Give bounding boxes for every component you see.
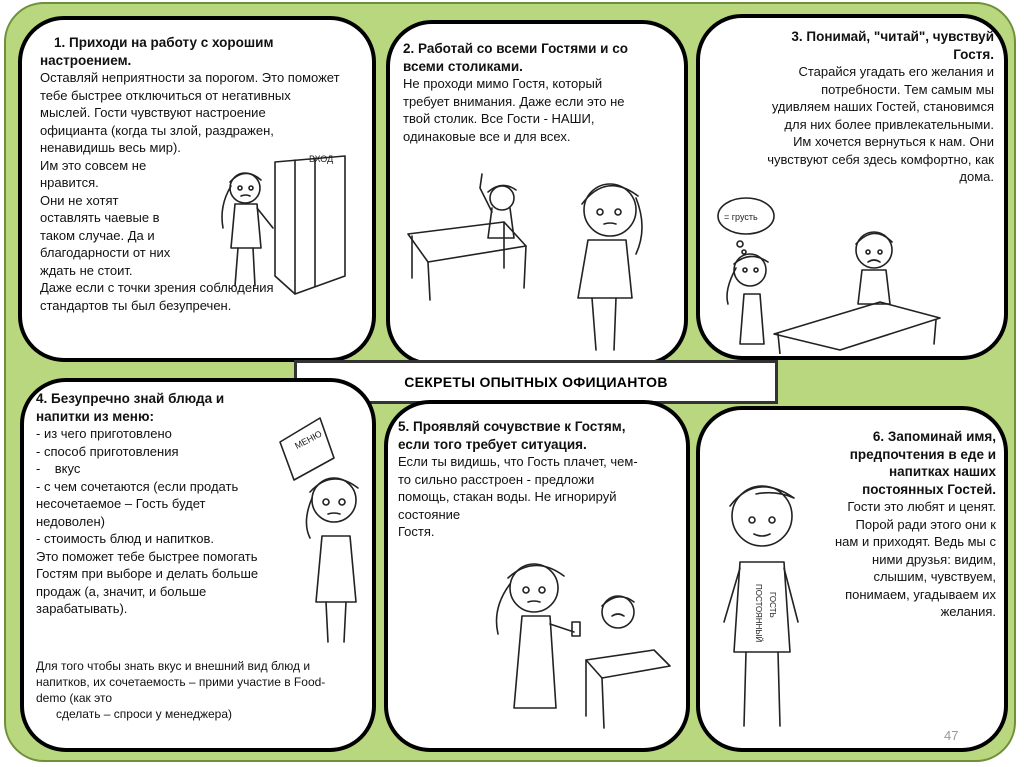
panel-1-line: мыслей. Гости чувствуют настроение xyxy=(40,105,266,120)
panel-5-title-line-1: 5. Проявляй сочувствие к Гостям, xyxy=(398,419,626,434)
panel-1-line: Даже если с точки зрения соблюдения xyxy=(40,280,274,295)
panel-5-line: помощь, стакан воды. Не игнорируй xyxy=(398,489,617,504)
panel-5-text xyxy=(398,418,684,541)
panel-3-text xyxy=(706,28,994,186)
panel-5-line: то сильно расстроен - предложи xyxy=(398,471,595,487)
panel-4-note-line: Для того чтобы знать вкус и внешний вид блюд и xyxy=(36,659,311,673)
panel-4-title-line-1: 4. Безупречно знай блюда и xyxy=(36,391,225,406)
panel-6-line: Гости это любят и ценят. xyxy=(847,499,996,514)
panel-3-title-line-2: Гостя. xyxy=(953,46,994,62)
panel-3-line: Им хочется вернуться к нам. Они xyxy=(793,134,994,149)
door-waiter-illustration xyxy=(205,148,365,298)
panel-3-line: потребности. Тем самым мы xyxy=(821,81,994,97)
panel-3-title-line-1: 3. Понимай, "читай", чувствуй xyxy=(791,29,994,44)
page-number: 47 xyxy=(944,728,959,743)
panel-6-line: желания. xyxy=(940,604,996,619)
regular-guest-illustration xyxy=(706,472,812,734)
panel-6-title-line-4: постоянных Гостей. xyxy=(862,481,996,497)
shirt-text-line-1: ПОСТОЯННЫЙ xyxy=(754,584,763,643)
panel-1-line: ненавидишь весь мир). xyxy=(40,140,181,155)
menu-sign-text: МЕНЮ xyxy=(293,428,324,452)
panel-4-line: - стоимость блюд и напитков. xyxy=(36,531,214,546)
sympathy-illustration xyxy=(474,548,674,738)
panel-6-title-line-1: 6. Запоминай имя, xyxy=(872,429,996,444)
panel-1-line: Они не хотят xyxy=(40,192,119,208)
panel-6-line: Порой ради этого они к xyxy=(855,516,996,532)
panel-1-line: стандартов ты был безупречен. xyxy=(40,297,232,313)
table-guest-waiter-illustration xyxy=(400,168,650,358)
panel-1-line: таком случае. Да и xyxy=(40,227,155,243)
panel-4-line: несочетаемое – Гость будет xyxy=(36,496,206,511)
panel-4-line: зарабатывать). xyxy=(36,601,128,616)
panel-1-line: оставлять чаевые в xyxy=(40,210,160,225)
panel-6-line: слышим, чувствуем, xyxy=(873,569,996,584)
panel-2-title-line-1: 2. Работай со всеми Гостями и со xyxy=(403,41,628,56)
menu-waiter-illustration xyxy=(272,412,368,648)
panel-2-line: одинаковые все и для всех. xyxy=(403,128,571,144)
panel-4-line: - с чем сочетаются (если продать xyxy=(36,478,239,494)
panel-4-title-line-2: напитки из меню: xyxy=(36,408,154,424)
panel-6-title-line-3: напитках наших xyxy=(889,464,996,479)
panel-4-line: - из чего приготовлено xyxy=(36,426,172,441)
thought-bubble-text: = грусть xyxy=(724,212,758,222)
panel-3-line: Старайся угадать его желания и xyxy=(798,64,994,79)
panel-3-line: дома. xyxy=(959,169,994,184)
panel-5-line: Гостя. xyxy=(398,524,435,539)
read-guest-illustration xyxy=(710,194,950,354)
panel-6-title-line-2: предпочтения в еде и xyxy=(849,446,996,462)
panel-2-line: Не проходи мимо Гостя, который xyxy=(403,76,603,91)
panel-4-line: продаж (а, значит, и больше xyxy=(36,583,207,599)
panel-3-line: для них более привлекательными. xyxy=(784,116,994,132)
panel-4-line: Это поможет тебе быстрее помогать xyxy=(36,548,258,564)
panel-1-line: Им это совсем не xyxy=(40,157,147,173)
panel-1-title-line-2: настроением. xyxy=(40,52,132,68)
panel-6-line: ними друзья: видим, xyxy=(872,551,996,567)
panel-4-line: Гостям при выборе и делать больше xyxy=(36,566,259,581)
panel-4-note-line: сделать – спроси у менеджера) xyxy=(36,707,233,721)
panel-6-text xyxy=(806,428,996,621)
panel-1-line: Оставляй неприятности за порогом. Это поможет xyxy=(40,70,340,85)
panel-2-title-line-2: всеми столиками. xyxy=(403,58,523,74)
panel-1-line: нравится. xyxy=(40,175,99,190)
panel-5-line: Если ты видишь, что Гость плачет, чем- xyxy=(398,454,638,469)
panel-1-line: благодарности от них xyxy=(40,245,171,260)
shirt-text-line-2: ГОСТЬ xyxy=(768,592,777,618)
panel-3-line: чувствуют себя здесь комфортно, как xyxy=(767,151,994,167)
panel-1-line: ждать не стоит. xyxy=(40,262,133,278)
panel-4-note-line: напитков, их сочетаемость – прими участие в Food- xyxy=(36,675,326,689)
panel-4-line: - способ приготовления xyxy=(36,443,179,459)
panel-3-line: удивляем наших Гостей, становимся xyxy=(771,99,994,114)
center-title: СЕКРЕТЫ ОПЫТНЫХ ОФИЦИАНТОВ xyxy=(294,360,778,404)
panel-6-line: понимаем, угадываем их xyxy=(845,586,996,602)
panel-5-title-line-2: если того требует ситуация. xyxy=(398,436,587,452)
panel-6-line: нам и приходят. Ведь мы с xyxy=(834,534,996,549)
panel-4-line: - вкус xyxy=(36,461,81,476)
panel-2-line: твой столик. Все Гости - НАШИ, xyxy=(403,111,595,126)
panel-1-title-line-1: 1. Приходи на работу с хорошим xyxy=(54,35,274,50)
panel-2-line: требует внимания. Даже если это не xyxy=(403,93,625,109)
panel-1-line: тебе быстрее отключиться от негативных xyxy=(40,87,291,103)
panel-4-line: недоволен) xyxy=(36,513,105,529)
panel-2-text xyxy=(403,40,683,145)
panel-4-note xyxy=(36,658,366,722)
panel-5-line: состояние xyxy=(398,506,461,522)
door-sign-text: ВХОД xyxy=(309,154,334,164)
panel-1-line: официанта (когда ты злой, раздражен, xyxy=(40,122,274,138)
panel-4-note-line: demo (как это xyxy=(36,691,113,705)
